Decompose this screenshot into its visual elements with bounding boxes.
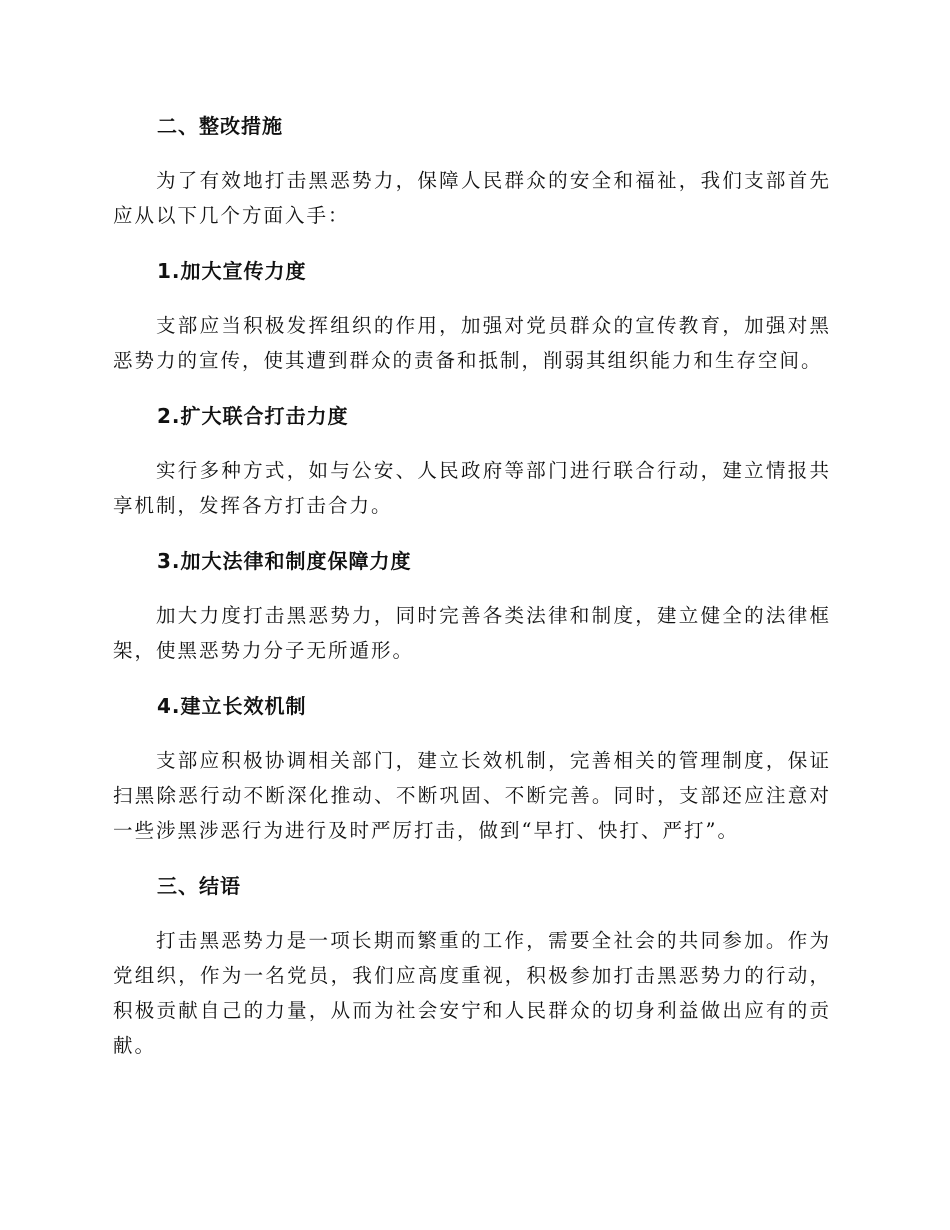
- paragraph-rectification-intro: 为了有效地打击黑恶势力，保障人民群众的安全和福祉，我们支部首先应从以下几个方面入手：: [113, 169, 831, 227]
- section-heading-conclusion: 三、结语: [157, 874, 241, 898]
- section-heading-publicity: 1.加大宣传力度: [157, 259, 307, 283]
- paragraph-legal-safeguards: 加大力度打击黑恶势力，同时完善各类法律和制度，建立健全的法律框架，使黑恶势力分子无所遁形。: [113, 604, 831, 662]
- document-body: [113, 108, 831, 1063]
- section-heading-long-term-mechanism: 4.建立长效机制: [157, 694, 307, 718]
- section-heading-legal-safeguards: 3.加大法律和制度保障力度: [157, 549, 412, 573]
- paragraph-conclusion: 打击黑恶势力是一项长期而繁重的工作，需要全社会的共同参加。作为党组织，作为一名党员，我们应高度重视，积极参加打击黑恶势力的行动，积极贡献自己的力量，从而为社会安宁和人民群众的切身利益做出应有的贡献。: [113, 929, 831, 1057]
- section-heading-rectification: 二、整改措施: [157, 114, 283, 138]
- paragraph-long-term-mechanism: 支部应积极协调相关部门，建立长效机制，完善相关的管理制度，保证扫黑除恶行动不断深化推动、不断巩固、不断完善。同时，支部还应注意对一些涉黑涉恶行为进行及时严厉打击，做到“早打、快打、严打”。: [113, 749, 831, 842]
- paragraph-publicity: 支部应当积极发挥组织的作用，加强对党员群众的宣传教育，加强对黑恶势力的宣传，使其遭到群众的责备和抵制，削弱其组织能力和生存空间。: [113, 314, 831, 372]
- section-heading-joint-strike: 2.扩大联合打击力度: [157, 404, 349, 428]
- paragraph-joint-strike: 实行多种方式，如与公安、人民政府等部门进行联合行动，建立情报共享机制，发挥各方打击合力。: [113, 459, 831, 517]
